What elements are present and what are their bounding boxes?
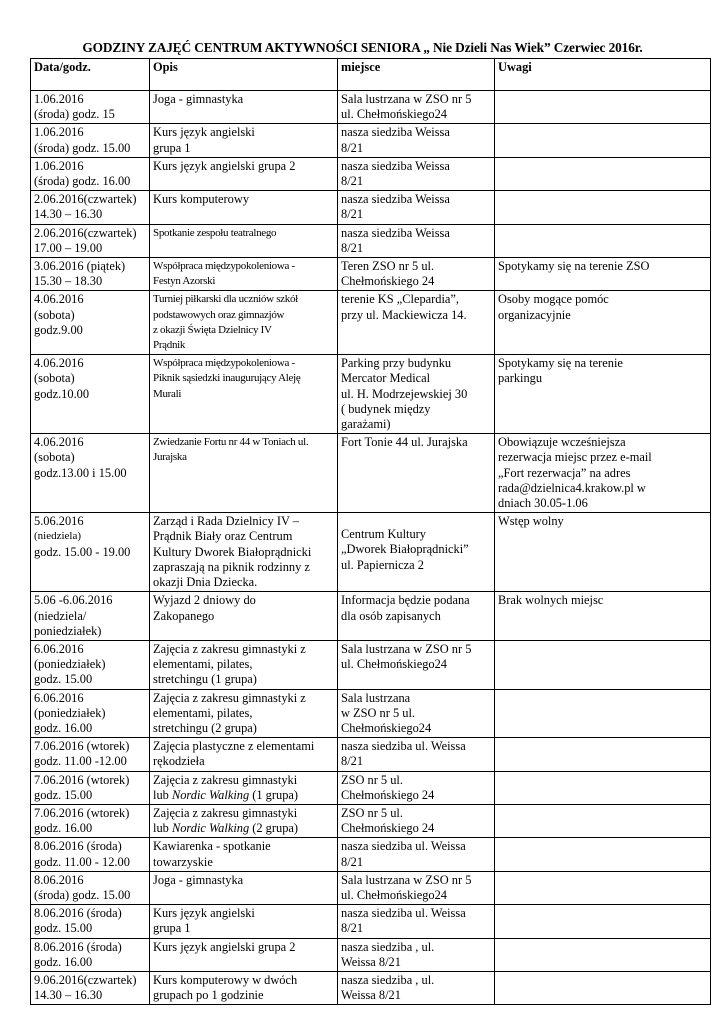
table-row xyxy=(31,938,711,971)
table-row xyxy=(31,157,711,190)
table-row xyxy=(31,513,711,592)
cell-miejsce: Centrum Kultury „Dworek Białoprądnicki” ul. Papiernicza 2 xyxy=(338,513,495,592)
cell-miejsce: ZSO nr 5 ul. Chełmońskiego 24 xyxy=(338,771,495,804)
cell-miejsce: nasza siedziba , ul. Weissa 8/21 xyxy=(338,971,495,1004)
header-opis: Opis xyxy=(150,59,338,91)
table-header-row xyxy=(31,59,711,91)
cell-uwagi xyxy=(495,738,711,771)
cell-miejsce: nasza siedziba ul. Weissa 8/21 xyxy=(338,838,495,871)
cell-date: 8.06.2016 (środa) godz. 16.00 xyxy=(31,938,150,971)
table-row xyxy=(31,355,711,434)
cell-opis: Joga - gimnastyka xyxy=(150,871,338,904)
cell-uwagi xyxy=(495,689,711,738)
cell-opis: Zwiedzanie Fortu nr 44 w Toniach ul. Jurajska xyxy=(150,434,338,513)
cell-date: 9.06.2016(czwartek) 14.30 – 16.30 xyxy=(31,971,150,1004)
cell-opis: Zajęcia z zakresu gimnastyki lub Nordic Walking (1 grupa) xyxy=(150,771,338,804)
cell-uwagi: Wstęp wolny xyxy=(495,513,711,592)
cell-opis: Kurs język angielski grupa 2 xyxy=(150,157,338,190)
cell-uwagi xyxy=(495,871,711,904)
cell-miejsce: terenie KS „Clepardia”, przy ul. Mackiewicza 14. xyxy=(338,291,495,355)
table-row xyxy=(31,291,711,355)
cell-opis: Zajęcia z zakresu gimnastyki z elementami, pilates, stretchingu (2 grupa) xyxy=(150,689,338,738)
table-row xyxy=(31,771,711,804)
cell-miejsce: Sala lustrzana w ZSO nr 5 ul. Chełmońskiego24 xyxy=(338,689,495,738)
cell-date: 4.06.2016 (sobota) godz.13.00 i 15.00 xyxy=(31,434,150,513)
cell-miejsce: Informacja będzie podana dla osób zapisanych xyxy=(338,592,495,641)
cell-opis: Kurs język angielski grupa 2 xyxy=(150,938,338,971)
cell-date: 7.06.2016 (wtorek) godz. 11.00 -12.00 xyxy=(31,738,150,771)
cell-miejsce: Sala lustrzana w ZSO nr 5 ul. Chełmońskiego24 xyxy=(338,640,495,689)
cell-opis: Joga - gimnastyka xyxy=(150,91,338,124)
cell-miejsce: nasza siedziba ul. Weissa 8/21 xyxy=(338,905,495,938)
cell-opis: Zajęcia z zakresu gimnastyki lub Nordic Walking (2 grupa) xyxy=(150,804,338,837)
cell-miejsce: nasza siedziba Weissa 8/21 xyxy=(338,157,495,190)
cell-uwagi xyxy=(495,191,711,224)
cell-uwagi xyxy=(495,224,711,257)
cell-miejsce: nasza siedziba Weissa 8/21 xyxy=(338,124,495,157)
cell-opis: Turniej piłkarski dla uczniów szkół podstawowych oraz gimnazjów z okazji Święta Dzielnicy IV Prądnik xyxy=(150,291,338,355)
table-row xyxy=(31,871,711,904)
cell-date: 8.06.2016 (środa) godz. 15.00 xyxy=(31,871,150,904)
schedule-table xyxy=(30,58,711,1005)
cell-opis: Kawiarenka - spotkanie towarzyskie xyxy=(150,838,338,871)
cell-miejsce: Sala lustrzana w ZSO nr 5 ul. Chełmońskiego24 xyxy=(338,871,495,904)
cell-miejsce: nasza siedziba Weissa 8/21 xyxy=(338,191,495,224)
cell-date: 1.06.2016 (środa) godz. 15 xyxy=(31,91,150,124)
cell-miejsce: nasza siedziba ul. Weissa 8/21 xyxy=(338,738,495,771)
table-row xyxy=(31,838,711,871)
cell-date: 2.06.2016(czwartek) 14.30 – 16.30 xyxy=(31,191,150,224)
cell-date: 5.06.2016 (niedziela) godz. 15.00 - 19.00 xyxy=(31,513,150,592)
cell-date: 7.06.2016 (wtorek) godz. 15.00 xyxy=(31,771,150,804)
cell-date: 6.06.2016 (poniedziałek) godz. 15.00 xyxy=(31,640,150,689)
cell-date: 5.06 -6.06.2016 (niedziela/ poniedziałek) xyxy=(31,592,150,641)
cell-opis: Spotkanie zespołu teatralnego xyxy=(150,224,338,257)
cell-opis: Kurs komputerowy w dwóch grupach po 1 godzinie xyxy=(150,971,338,1004)
cell-miejsce: Teren ZSO nr 5 ul. Chełmońskiego 24 xyxy=(338,258,495,291)
cell-uwagi: Spotykamy się na terenie ZSO xyxy=(495,258,711,291)
cell-miejsce: Fort Tonie 44 ul. Jurajska xyxy=(338,434,495,513)
cell-miejsce: ZSO nr 5 ul. Chełmońskiego 24 xyxy=(338,804,495,837)
cell-uwagi xyxy=(495,91,711,124)
cell-date: 4.06.2016 (sobota) godz.9.00 xyxy=(31,291,150,355)
cell-date: 4.06.2016 (sobota) godz.10.00 xyxy=(31,355,150,434)
cell-opis: Zajęcia plastyczne z elementami rękodzieła xyxy=(150,738,338,771)
cell-date: 1.06.2016 (środa) godz. 15.00 xyxy=(31,124,150,157)
cell-miejsce: nasza siedziba , ul. Weissa 8/21 xyxy=(338,938,495,971)
table-row xyxy=(31,971,711,1004)
cell-date: 7.06.2016 (wtorek) godz. 16.00 xyxy=(31,804,150,837)
cell-uwagi xyxy=(495,640,711,689)
cell-miejsce: nasza siedziba Weissa 8/21 xyxy=(338,224,495,257)
table-row xyxy=(31,592,711,641)
table-row xyxy=(31,224,711,257)
cell-uwagi: Brak wolnych miejsc xyxy=(495,592,711,641)
cell-opis: Zarząd i Rada Dzielnicy IV – Prądnik Biały oraz Centrum Kultury Dworek Białoprądnicki zapraszają na piknik rodzinny z okazji Dnia Dziecka. xyxy=(150,513,338,592)
cell-uwagi xyxy=(495,804,711,837)
cell-opis: Wyjazd 2 dniowy do Zakopanego xyxy=(150,592,338,641)
document-title: GODZINY ZAJĘĆ CENTRUM AKTYWNOŚCI SENIORA „ Nie Dzieli Nas Wiek” Czerwiec 2016r. xyxy=(82,40,643,55)
table-row xyxy=(31,905,711,938)
cell-uwagi xyxy=(495,771,711,804)
cell-opis: Współpraca międzypokoleniowa - Festyn Azorski xyxy=(150,258,338,291)
cell-uwagi: Spotykamy się na terenie parkingu xyxy=(495,355,711,434)
table-row xyxy=(31,640,711,689)
cell-uwagi xyxy=(495,124,711,157)
table-row xyxy=(31,258,711,291)
cell-uwagi xyxy=(495,838,711,871)
cell-opis: Kurs język angielski grupa 1 xyxy=(150,905,338,938)
cell-uwagi xyxy=(495,905,711,938)
table-row xyxy=(31,91,711,124)
table-row xyxy=(31,434,711,513)
cell-date: 8.06.2016 (środa) godz. 11.00 - 12.00 xyxy=(31,838,150,871)
header-date: Data/godz. xyxy=(31,59,150,91)
cell-date: 6.06.2016 (poniedziałek) godz. 16.00 xyxy=(31,689,150,738)
cell-opis: Kurs komputerowy xyxy=(150,191,338,224)
cell-opis: Kurs język angielski grupa 1 xyxy=(150,124,338,157)
cell-date: 1.06.2016 (środa) godz. 16.00 xyxy=(31,157,150,190)
table-row xyxy=(31,804,711,837)
cell-date: 3.06.2016 (piątek) 15.30 – 18.30 xyxy=(31,258,150,291)
cell-uwagi xyxy=(495,971,711,1004)
table-row xyxy=(31,124,711,157)
cell-date: 2.06.2016(czwartek) 17.00 – 19.00 xyxy=(31,224,150,257)
cell-uwagi: Obowiązuje wcześniejsza rezerwacja miejsc przez e-mail „Fort rezerwacja” na adres rada@dzielnica4.krakow.pl w dniach 30.05-1.06 xyxy=(495,434,711,513)
cell-date: 8.06.2016 (środa) godz. 15.00 xyxy=(31,905,150,938)
table-row xyxy=(31,191,711,224)
cell-opis: Współpraca międzypokoleniowa - Piknik sąsiedzki inaugurujący Aleję Murali xyxy=(150,355,338,434)
header-uwagi: Uwagi xyxy=(495,59,711,91)
cell-uwagi xyxy=(495,157,711,190)
table-row xyxy=(31,689,711,738)
cell-miejsce: Sala lustrzana w ZSO nr 5 ul. Chełmońskiego24 xyxy=(338,91,495,124)
table-row xyxy=(31,738,711,771)
header-miejsce: miejsce xyxy=(338,59,495,91)
cell-miejsce: Parking przy budynku Mercator Medical ul. H. Modrzejewskiej 30 ( budynek między garażami) xyxy=(338,355,495,434)
cell-opis: Zajęcia z zakresu gimnastyki z elementami, pilates, stretchingu (1 grupa) xyxy=(150,640,338,689)
cell-uwagi: Osoby mogące pomóc organizacyjnie xyxy=(495,291,711,355)
cell-uwagi xyxy=(495,938,711,971)
